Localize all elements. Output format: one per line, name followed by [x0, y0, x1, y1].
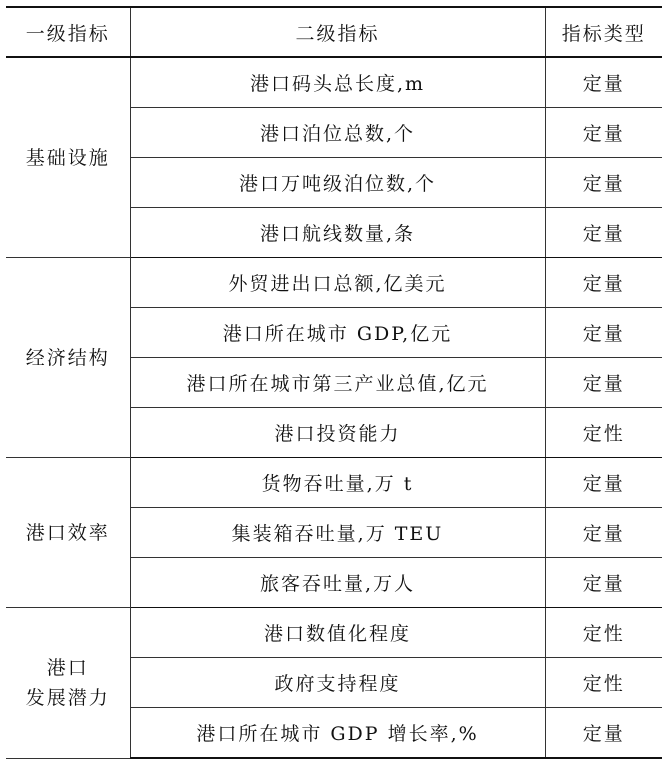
header-level1: 一级指标 — [6, 7, 130, 57]
indicator-type: 定量 — [545, 208, 662, 258]
level1-indicator-name: 基础设施 — [25, 146, 110, 169]
indicator-type: 定量 — [545, 308, 662, 358]
level2-indicator: 政府支持程度 — [130, 658, 545, 708]
level1-indicator-name: 港口 — [46, 656, 89, 679]
indicator-type: 定量 — [545, 458, 662, 508]
level2-indicator: 港口码头总长度,m — [130, 57, 545, 108]
level2-indicator: 港口所在城市第三产业总值,亿元 — [130, 358, 545, 408]
indicator-type: 定量 — [545, 558, 662, 608]
level1-indicator-cell — [6, 57, 130, 258]
level2-indicator: 港口泊位总数,个 — [130, 108, 545, 158]
level2-indicator: 外贸进出口总额,亿美元 — [130, 258, 545, 308]
header-row — [6, 7, 662, 57]
level2-indicator: 港口航线数量,条 — [130, 208, 545, 258]
indicator-type: 定量 — [545, 158, 662, 208]
level1-indicator-name: 经济结构 — [25, 346, 110, 369]
level2-indicator: 港口数值化程度 — [130, 608, 545, 658]
level2-indicator: 港口所在城市 GDP 增长率,% — [130, 708, 545, 759]
indicator-type: 定量 — [545, 358, 662, 408]
indicator-type: 定量 — [545, 108, 662, 158]
header-level2: 二级指标 — [130, 7, 545, 57]
indicator-type: 定量 — [545, 508, 662, 558]
indicator-type: 定性 — [545, 408, 662, 458]
level1-indicator-name: 发展潜力 — [25, 686, 110, 709]
indicator-type: 定性 — [545, 608, 662, 658]
level2-indicator: 集装箱吞吐量,万 TEU — [130, 508, 545, 558]
indicator-table — [6, 6, 662, 759]
level2-indicator: 货物吞吐量,万 t — [130, 458, 545, 508]
indicator-type: 定量 — [545, 258, 662, 308]
level1-indicator-name: 港口效率 — [25, 521, 110, 544]
level1-indicator-cell — [6, 258, 130, 458]
indicator-type: 定量 — [545, 57, 662, 108]
level2-indicator: 港口所在城市 GDP,亿元 — [130, 308, 545, 358]
level1-indicator-cell — [6, 458, 130, 608]
level2-indicator: 港口万吨级泊位数,个 — [130, 158, 545, 208]
table-row — [6, 608, 662, 658]
indicator-type: 定量 — [545, 708, 662, 759]
table-row — [6, 458, 662, 508]
table-row — [6, 57, 662, 108]
level2-indicator: 港口投资能力 — [130, 408, 545, 458]
table-header — [6, 7, 662, 57]
header-type: 指标类型 — [545, 7, 662, 57]
table-body — [6, 57, 662, 758]
level2-indicator: 旅客吞吐量,万人 — [130, 558, 545, 608]
table-row — [6, 258, 662, 308]
indicator-type: 定性 — [545, 658, 662, 708]
level1-indicator-cell — [6, 608, 130, 759]
